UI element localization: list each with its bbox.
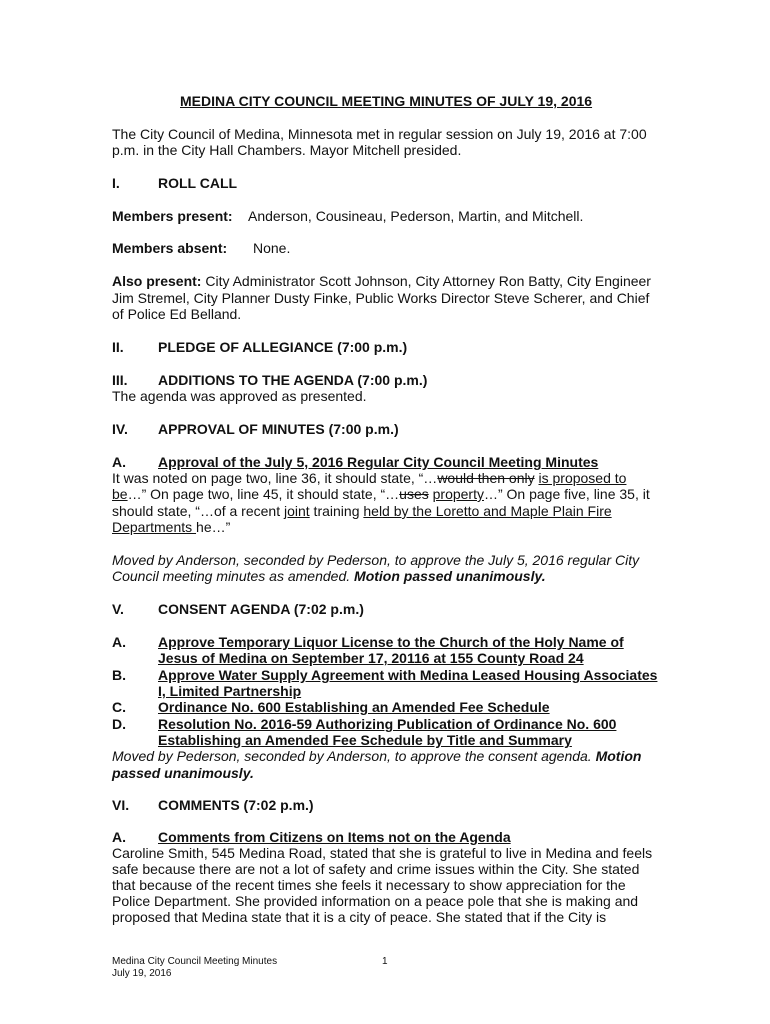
motion-line-2 — [112, 568, 546, 585]
text-run: should state, “…of a recent — [112, 503, 284, 519]
section-number: IV. — [112, 421, 128, 437]
comments-line-1: Caroline Smith, 545 Medina Road, stated that she is grateful to live in Medina and feels — [112, 845, 653, 861]
consent-item-c-line-1: Ordinance No. 600 Establishing an Amended Fee Schedule — [158, 699, 550, 715]
consent-item-a-line-1: Approve Temporary Liquor License to the Church of the Holy Name of — [158, 634, 624, 650]
intro-line-2: p.m. in the City Hall Chambers. Mayor Mitchell presided. — [112, 142, 462, 158]
text-run: It was noted on page two, line 36, it should state, “… — [112, 470, 438, 486]
consent-item-number: D. — [112, 716, 126, 732]
section-number: II. — [112, 339, 124, 355]
section-number: I. — [112, 175, 120, 191]
comments-line-4: Police Department. She provided information on a peace pole that she is making and — [112, 893, 639, 909]
consent-item-b-line-1: Approve Water Supply Agreement with Medina Leased Housing Associates — [158, 667, 658, 683]
members-absent-value: None. — [253, 240, 291, 256]
also-present-line-3: of Police Ed Belland. — [112, 306, 242, 322]
inserted-text: held by the Loretto and Maple Plain Fire — [363, 503, 612, 519]
consent-item-number: B. — [112, 667, 126, 683]
struck-text: uses — [399, 486, 429, 502]
consent-motion-line-1 — [112, 748, 641, 765]
document-title: MEDINA CITY COUNCIL MEETING MINUTES OF JULY 19, 2016 — [180, 93, 593, 109]
inserted-text: is proposed to — [538, 470, 627, 486]
inserted-text: be — [112, 486, 128, 502]
text-run: he…” — [196, 519, 231, 535]
subsection-number: A. — [112, 829, 126, 845]
intro-line-1: The City Council of Medina, Minnesota met in regular session on July 19, 2016 at 7:00 — [112, 126, 647, 142]
consent-item-d-line-1: Resolution No. 2016-59 Authorizing Publication of Ordinance No. 600 — [158, 716, 617, 732]
consent-motion-line-2: passed unanimously. — [112, 765, 254, 781]
text-run: Moved by Pederson, seconded by Anderson, to approve the consent agenda. — [112, 748, 596, 764]
text-run: …” On page five, line 35, it — [483, 486, 650, 502]
approval-text-line-1 — [112, 470, 626, 487]
section-heading-roll-call: ROLL CALL — [158, 175, 238, 191]
inserted-text: joint — [283, 503, 310, 519]
members-present-label: Members present: — [112, 208, 233, 224]
additions-text: The agenda was approved as presented. — [112, 388, 367, 404]
page-number: 1 — [382, 956, 388, 967]
consent-item-number: A. — [112, 634, 126, 650]
text-run: training — [309, 503, 364, 519]
footer-date: July 19, 2016 — [112, 968, 172, 979]
section-heading-comments: COMMENTS (7:02 p.m.) — [158, 797, 314, 813]
section-number: III. — [112, 372, 128, 388]
consent-item-a-line-2: Jesus of Medina on September 17, 20116 at 155 County Road 24 — [158, 650, 584, 666]
consent-item-number: C. — [112, 699, 126, 715]
motion-result: Motion passed unanimously. — [354, 568, 546, 584]
comments-line-5: proposed that Medina state that it is a city of peace. She stated that if the City is — [112, 909, 607, 925]
struck-text: would then only — [437, 470, 535, 486]
text-run: …” On page two, line 45, it should state, “… — [127, 486, 400, 502]
section-heading-pledge: PLEDGE OF ALLEGIANCE (7:00 p.m.) — [158, 339, 408, 355]
consent-item-d-line-2: Establishing an Amended Fee Schedule by Title and Summary — [158, 732, 572, 748]
also-present-label: Also present: — [112, 273, 202, 289]
comments-line-2: safe because there are not a lot of safety and crime issues within the City. She stated — [112, 861, 640, 877]
approval-text-line-2 — [112, 486, 650, 503]
also-present-line-2: Jim Stremel, City Planner Dusty Finke, Public Works Director Steve Scherer, and Chief — [112, 290, 650, 306]
section-heading-consent: CONSENT AGENDA (7:02 p.m.) — [158, 601, 364, 617]
members-absent-label: Members absent: — [112, 240, 228, 256]
inserted-text: Departments — [112, 519, 197, 535]
also-present-text-1: City Administrator Scott Johnson, City Attorney Ron Batty, City Engineer — [201, 273, 651, 289]
footer-title: Medina City Council Meeting Minutes — [112, 956, 278, 967]
motion-line-1: Moved by Anderson, seconded by Pederson, to approve the July 5, 2016 regular City — [112, 552, 640, 568]
subsection-heading-comments-a: Comments from Citizens on Items not on the Agenda — [158, 829, 511, 845]
subsection-heading-approval-a: Approval of the July 5, 2016 Regular City Council Meeting Minutes — [158, 454, 599, 470]
motion-result: Motion — [595, 748, 642, 764]
approval-text-line-3 — [112, 503, 612, 520]
approval-text-line-4 — [112, 519, 230, 536]
section-number: VI. — [112, 797, 130, 813]
consent-item-b-line-2: I, Limited Partnership — [158, 683, 302, 699]
text-run: Council meeting minutes as amended. — [112, 568, 355, 584]
section-heading-approval: APPROVAL OF MINUTES (7:00 p.m.) — [158, 421, 399, 437]
section-heading-additions: ADDITIONS TO THE AGENDA (7:00 p.m.) — [158, 372, 428, 388]
section-number: V. — [112, 601, 124, 617]
also-present-line-1 — [112, 273, 651, 290]
comments-line-3: that because of the recent times she feels it necessary to show appreciation for the — [112, 877, 626, 893]
inserted-text: property — [432, 486, 484, 502]
subsection-number: A. — [112, 454, 126, 470]
members-present-value: Anderson, Cousineau, Pederson, Martin, and Mitchell. — [248, 208, 584, 224]
